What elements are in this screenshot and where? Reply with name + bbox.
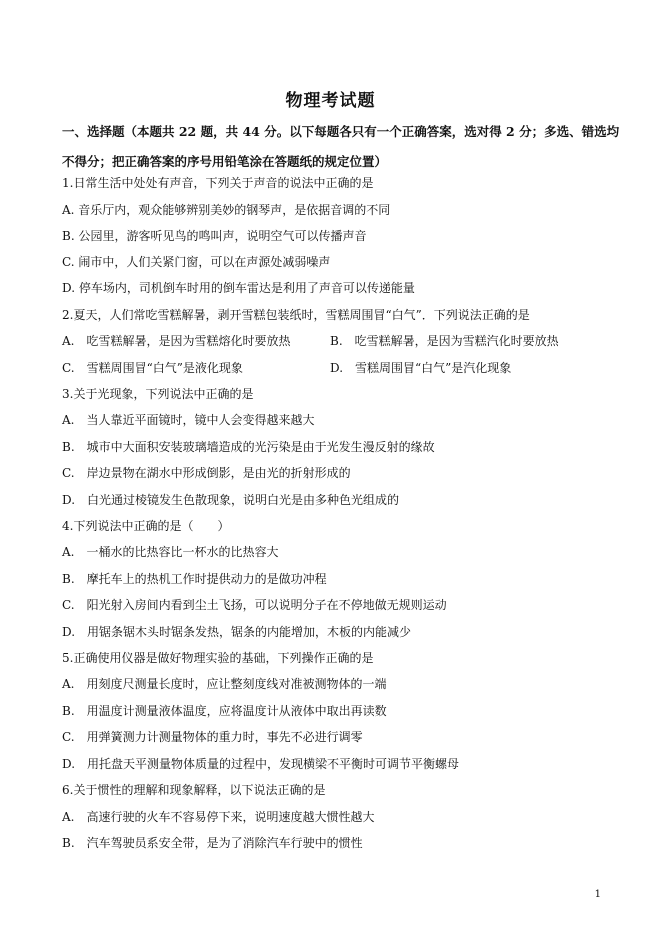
question-1-stem: 1.日常生活中处处有声音，下列关于声音的说法中正确的是 [62, 176, 374, 190]
question-5-option-a: A. 用刻度尺测量长度时，应让整刻度线对准被测物体的一端 [62, 677, 387, 691]
question-5-option-d: D. 用托盘天平测量物体质量的过程中，发现横梁不平衡时可调节平衡螺母 [62, 757, 460, 771]
question-5-stem: 5.正确使用仪器是做好物理实验的基础，下列操作正确的是 [62, 651, 374, 665]
question-2-option-b: B. 吃雪糕解暑，是因为雪糕汽化时要放热 [330, 334, 559, 348]
question-3-stem: 3.关于光现象，下列说法中正确的是 [62, 387, 254, 401]
question-6-option-a: A. 高速行驶的火车不容易停下来，说明速度越大惯性越大 [62, 810, 375, 824]
question-2-option-a: A. 吃雪糕解暑，是因为雪糕熔化时要放热 [62, 334, 291, 348]
question-4-option-c: C. 阳光射入房间内看到尘土飞扬，可以说明分子在不停地做无规则运动 [62, 598, 447, 612]
question-1-option-a: A. 音乐厅内，观众能够辨别美妙的钢琴声，是依据音调的不同 [62, 203, 391, 217]
question-4-option-d: D. 用锯条锯木头时锯条发热，锯条的内能增加，木板的内能减少 [62, 625, 412, 639]
section-heading: 一、选择题（本题共 22 题，共 44 分。以下每题各只有一个正确答案，选对得 2 分；多选、错选均不得分；把正确答案的序号用铅笔涂在答题纸的规定位置） [62, 124, 620, 169]
question-2-option-d: D. 雪糕周围冒“白气”是汽化现象 [330, 361, 512, 375]
question-2-stem: 2.夏天，人们常吃雪糕解暑，剥开雪糕包装纸时，雪糕周围冒“白气”．下列说法正确的是 [62, 308, 530, 322]
question-3-option-c: C. 岸边景物在湖水中形成倒影，是由光的折射形成的 [62, 466, 351, 480]
question-1-option-b: B. 公园里，游客听见鸟的鸣叫声，说明空气可以传播声音 [62, 229, 367, 243]
question-4-stem: 4.下列说法中正确的是（ ） [62, 519, 230, 533]
question-4-option-b: B. 摩托车上的热机工作时提供动力的是做功冲程 [62, 572, 327, 586]
question-2-option-c: C. 雪糕周围冒“白气”是液化现象 [62, 361, 243, 375]
page-title: 物理考试题 [285, 91, 376, 111]
question-6-option-b: B. 汽车驾驶员系安全带，是为了消除汽车行驶中的惯性 [62, 836, 363, 850]
question-3-option-a: A. 当人靠近平面镜时，镜中人会变得越来越大 [62, 413, 315, 427]
question-4-option-a: A. 一桶水的比热容比一杯水的比热容大 [62, 545, 279, 559]
question-3-option-b: B. 城市中大面积安装玻璃墙造成的光污染是由于光发生漫反射的缘故 [62, 440, 435, 454]
question-1-option-c: C. 闹市中，人们关紧门窗，可以在声源处减弱噪声 [62, 255, 331, 269]
question-6-stem: 6.关于惯性的理解和现象解释，以下说法正确的是 [62, 783, 326, 797]
question-5-option-b: B. 用温度计测量液体温度，应将温度计从液体中取出再读数 [62, 704, 387, 718]
page-number: 1 [594, 889, 601, 900]
question-1-option-d: D. 停车场内，司机倒车时用的倒车雷达是利用了声音可以传递能量 [62, 281, 415, 295]
question-5-option-c: C. 用弹簧测力计测量物体的重力时，事先不必进行调零 [62, 730, 363, 744]
question-3-option-d: D. 白光通过棱镜发生色散现象，说明白光是由多种色光组成的 [62, 493, 400, 507]
